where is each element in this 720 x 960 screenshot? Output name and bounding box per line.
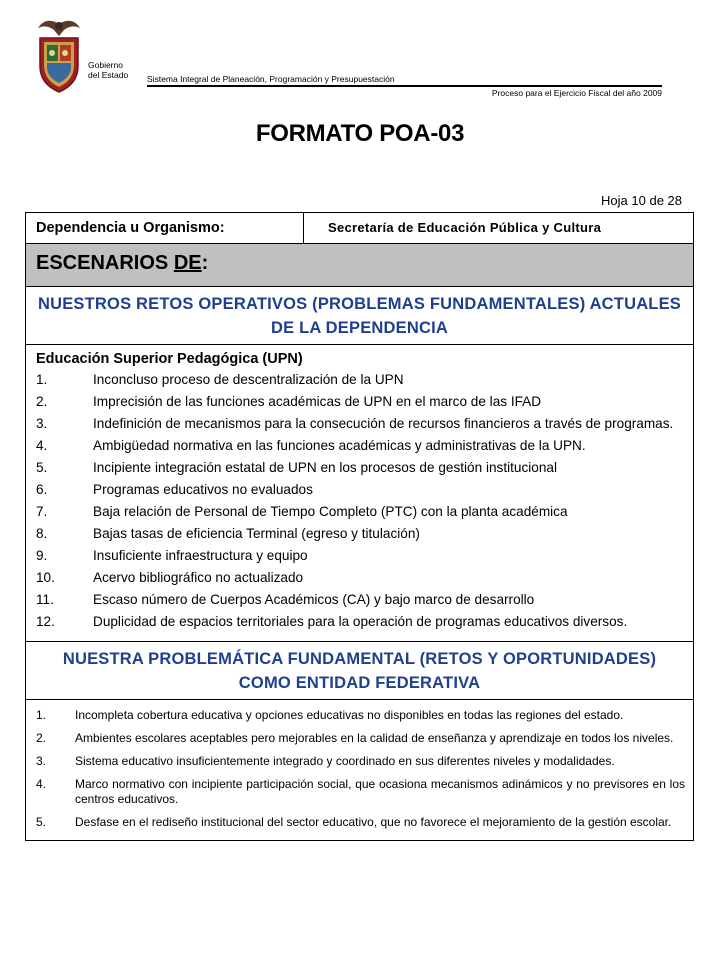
list-item-number: 5.	[36, 815, 47, 829]
scenarios-suffix: :	[201, 252, 209, 274]
list-item-text: Imprecisión de las funciones académicas de UPN en el marco de las IFAD	[93, 394, 542, 409]
list-item-number: 3.	[36, 754, 47, 768]
dependency-row	[26, 213, 693, 244]
section1-heading: NUESTROS RETOS OPERATIVOS (PROBLEMAS FUNDAMENTALES) ACTUALES DE LA DEPENDENCIA	[26, 287, 693, 345]
list-item-text: Marco normativo con incipiente participación social, que ocasiona mecanismos adinámicos y no previsores en los centros educativos.	[75, 777, 685, 806]
dependency-value: Secretaría de Educación Pública y Cultura	[303, 213, 693, 243]
list-item-number: 12.	[36, 614, 55, 629]
list-item-text: Programas educativos no evaluados	[93, 482, 313, 497]
section2-heading: NUESTRA PROBLEMÁTICA FUNDAMENTAL (RETOS Y OPORTUNIDADES) COMO ENTIDAD FEDERATIVA	[26, 642, 693, 700]
list-item	[36, 731, 685, 746]
list-item-text: Escaso número de Cuerpos Académicos (CA) y bajo marco de desarrollo	[93, 592, 535, 607]
list-item-text: Ambientes escolares aceptables pero mejorables en la calidad de enseñanza y aprendizaje en todos los niveles.	[75, 731, 674, 745]
section2-list	[36, 708, 685, 830]
list-item-text: Bajas tasas de eficiencia Terminal (egreso y titulación)	[93, 526, 420, 541]
list-item-text: Duplicidad de espacios territoriales para la operación de programas educativos diversos.	[93, 614, 628, 629]
system-name: Sistema Integral de Planeación, Programación y Presupuestación	[147, 74, 395, 84]
list-item-text: Inconcluso proceso de descentralización de la UPN	[93, 372, 404, 387]
list-item-number: 9.	[36, 548, 48, 563]
list-item-text: Ambigüedad normativa en las funciones académicas y administrativas de la UPN.	[93, 438, 586, 453]
government-line-1: Gobierno	[88, 60, 123, 70]
list-item-text: Insuficiente infraestructura y equipo	[93, 548, 308, 563]
list-item	[36, 815, 685, 830]
list-item-number: 3.	[36, 416, 48, 431]
scenarios-underlined: DE	[173, 252, 202, 274]
list-item	[36, 777, 685, 807]
list-item-text: Acervo bibliográfico no actualizado	[93, 570, 304, 585]
section1-list	[36, 371, 683, 630]
scenarios-row	[26, 244, 693, 287]
list-item-number: 8.	[36, 526, 48, 541]
government-label	[88, 60, 128, 80]
government-line-2: del Estado	[88, 70, 129, 80]
list-item-number: 11.	[36, 592, 54, 607]
document-header	[0, 0, 720, 147]
list-item	[36, 393, 683, 410]
fiscal-process-label: Proceso para el Ejercicio Fiscal del año 2009	[491, 88, 662, 98]
section1-body	[26, 345, 693, 642]
list-item-number: 2.	[36, 731, 47, 745]
list-item-text: Baja relación de Personal de Tiempo Completo (PTC) con la planta académica	[93, 504, 568, 519]
list-item	[36, 591, 683, 608]
list-item	[36, 437, 683, 454]
list-item	[36, 613, 683, 630]
scenarios-heading	[36, 252, 208, 275]
list-item-number: 1.	[36, 708, 47, 722]
list-item-number: 4.	[36, 438, 48, 453]
list-item-text: Indefinición de mecanismos para la consecución de recursos financieros a través de programas.	[93, 416, 674, 431]
list-item-text: Desfase en el rediseño institucional del sector educativo, que no favorece el mejoramiento de la gestión escolar.	[75, 815, 672, 829]
list-item-text: Sistema educativo insuficientemente integrado y coordinado en sus diferentes niveles y modalidades.	[75, 754, 615, 768]
list-item	[36, 754, 685, 769]
list-item	[36, 525, 683, 542]
scenarios-prefix: ESCENARIOS	[36, 252, 174, 274]
page-indicator: Hoja 10 de 28	[601, 193, 682, 208]
list-item-number: 6.	[36, 482, 48, 497]
list-item-number: 1.	[36, 372, 48, 387]
list-item-text: Incompleta cobertura educativa y opciones educativas no disponibles en todas las regiones del estado.	[75, 708, 624, 722]
list-item-number: 10.	[36, 570, 55, 585]
list-item	[36, 503, 683, 520]
dependency-label: Dependencia u Organismo:	[36, 220, 225, 236]
list-item-number: 5.	[36, 460, 48, 475]
section2-body	[26, 700, 693, 840]
list-item	[36, 415, 683, 432]
list-item-text: Incipiente integración estatal de UPN en los procesos de gestión institucional	[93, 460, 557, 475]
state-coat-of-arms-icon	[34, 14, 84, 94]
list-item-number: 7.	[36, 504, 48, 519]
list-item	[36, 371, 683, 388]
list-item	[36, 481, 683, 498]
list-item-number: 2.	[36, 394, 48, 409]
list-item-number: 4.	[36, 777, 47, 791]
list-item	[36, 459, 683, 476]
list-item	[36, 547, 683, 564]
list-item	[36, 708, 685, 723]
list-item	[36, 569, 683, 586]
form-table	[25, 212, 694, 841]
page-title: FORMATO POA-03	[255, 120, 465, 147]
header-divider	[147, 85, 662, 87]
section1-subtitle: Educación Superior Pedagógica (UPN)	[36, 351, 303, 367]
